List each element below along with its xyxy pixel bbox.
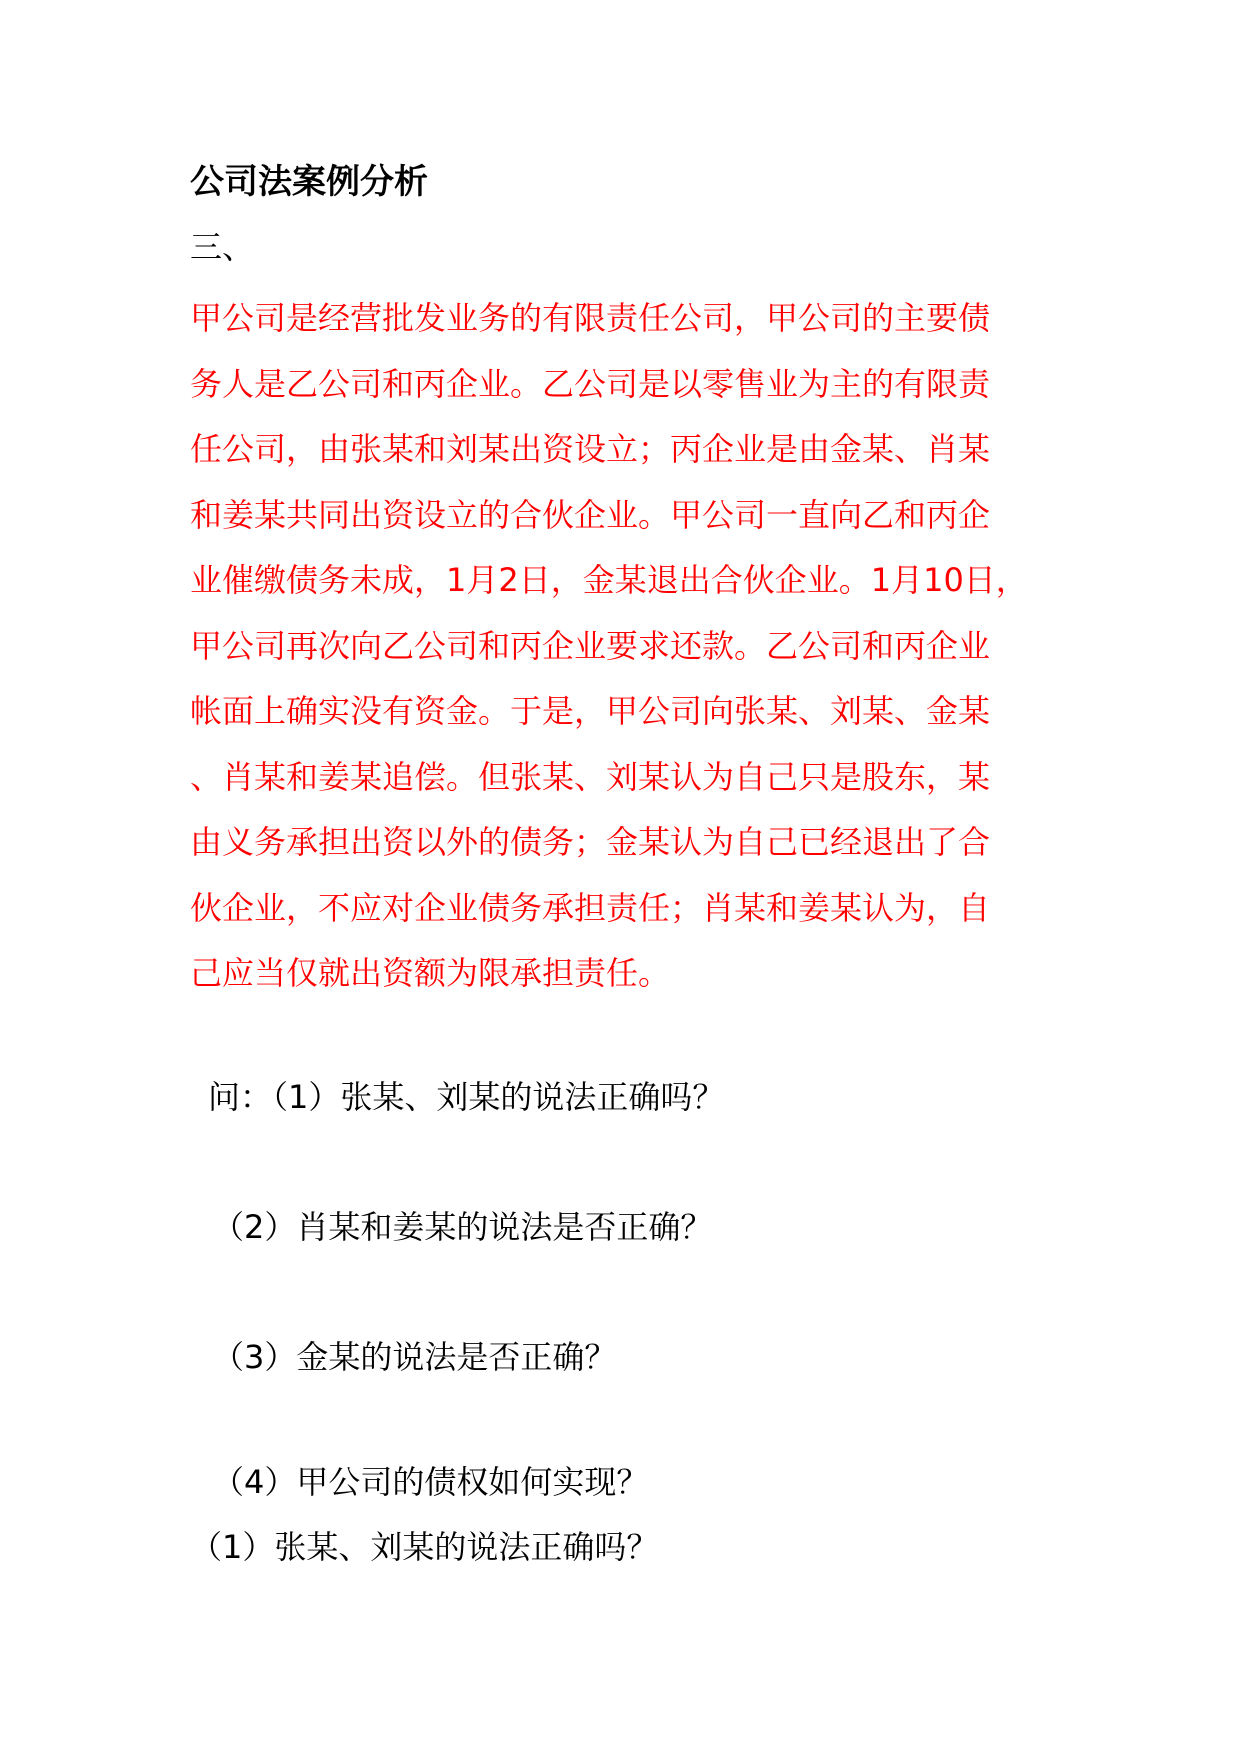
question-1: 问：（1）张某、刘某的说法正确吗？ [208,1078,725,1116]
answer-heading-1: （1）张某、刘某的说法正确吗？ [190,1528,659,1566]
case-line: 甲公司是经营批发业务的有限责任公司，甲公司的主要债 [190,299,991,337]
case-line: 甲公司再次向乙公司和丙企业要求还款。乙公司和丙企业 [190,626,991,665]
case-line: 业催缴债务未成，1月2日，金某退出合伙企业。1月10日， [190,561,1028,599]
case-line: 务人是乙公司和丙企业。乙公司是以零售业为主的有限责 [190,364,991,403]
section-number: 三、 [190,228,255,266]
case-line: 任公司，由张某和刘某出资设立；丙企业是由金某、肖某 [190,430,991,468]
case-line: 和姜某共同出资设立的合伙企业。甲公司一直向乙和丙企 [190,495,991,534]
document-title: 公司法案例分析 [190,162,428,202]
case-line: 帐面上确实没有资金。于是，甲公司向张某、刘某、金某 [190,692,991,730]
case-line: 伙企业，不应对企业债务承担责任；肖某和姜某认为，自 [190,888,991,927]
question-4: （4）甲公司的债权如何实现？ [212,1463,649,1501]
case-line: 、肖某和姜某追偿。但张某、刘某认为自己只是股东，某 [190,757,991,796]
case-description [190,286,1090,1007]
case-line: 己应当仅就出资额为限承担责任。 [190,954,671,992]
question-3: （3）金某的说法是否正确？ [212,1338,617,1376]
question-2: （2）肖某和姜某的说法是否正确？ [212,1208,713,1246]
case-line: 由义务承担出资以外的债务；金某认为自己已经退出了合 [190,823,991,861]
